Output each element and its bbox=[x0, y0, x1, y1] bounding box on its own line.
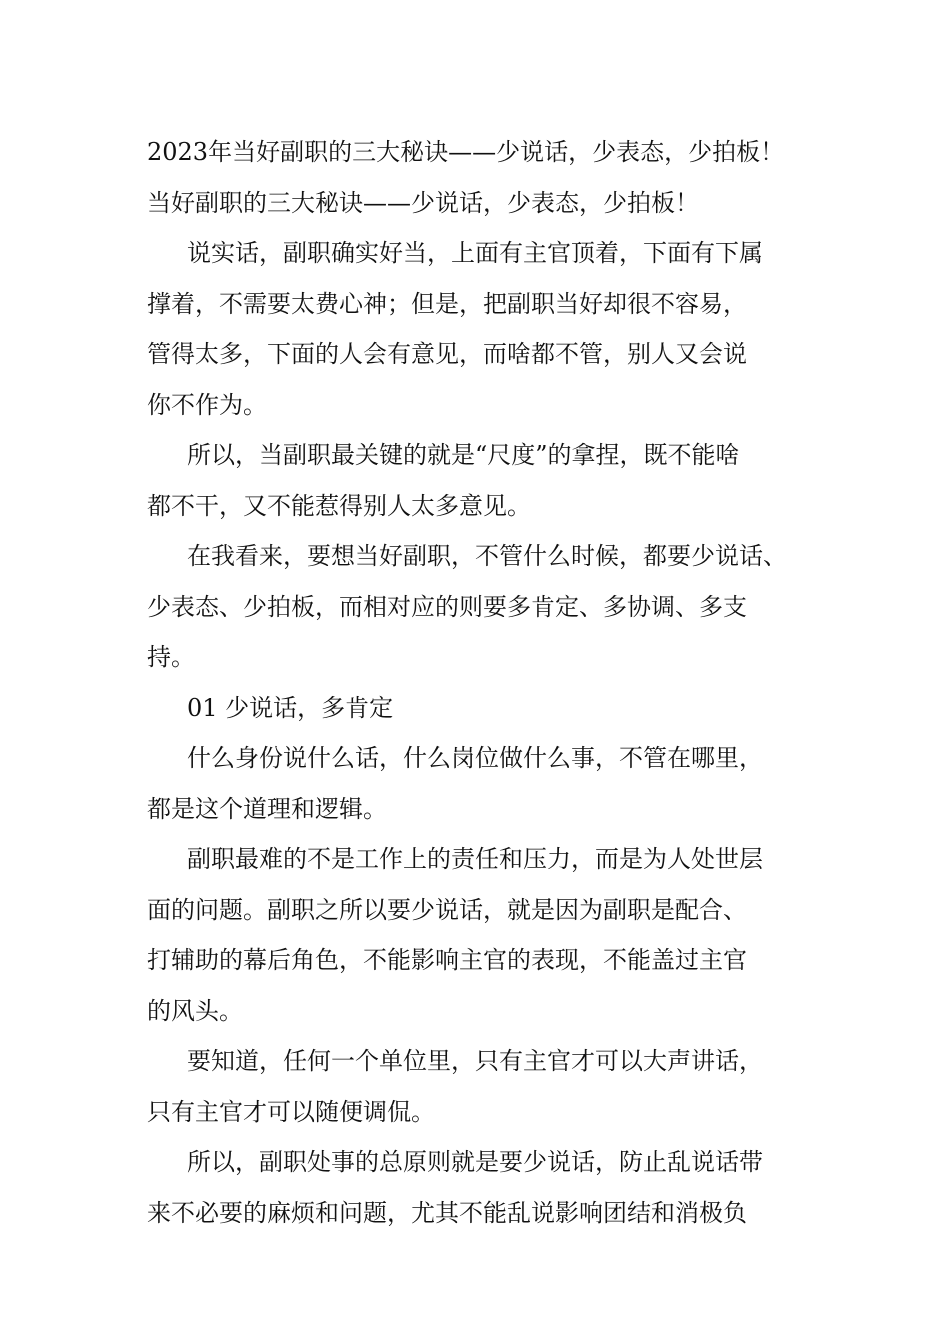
section-heading-line: 01 少说话，多肯定 bbox=[187, 693, 394, 722]
paragraph-line: 要知道，任何一个单位里，只有主官才可以大声讲话， bbox=[187, 1047, 763, 1075]
paragraph-line: 你不作为。 bbox=[147, 390, 267, 419]
paragraph-line: 面的问题。副职之所以要少说话，就是因为副职是配合、 bbox=[147, 895, 747, 924]
paragraph bbox=[147, 430, 832, 531]
paragraph bbox=[147, 834, 832, 1036]
paragraph-line: 什么身份说什么话，什么岗位做什么事，不管在哪里， bbox=[187, 744, 763, 772]
paragraph-line: 只有主官才可以随便调侃。 bbox=[147, 1097, 435, 1126]
paragraph-line: 来不必要的麻烦和问题，尤其不能乱说影响团结和消极负 bbox=[147, 1198, 747, 1227]
paragraph-line: 说实话，副职确实好当，上面有主官顶着，下面有下属 bbox=[187, 239, 763, 267]
paragraph bbox=[147, 228, 832, 430]
paragraph bbox=[147, 1036, 832, 1137]
paragraph-line: 在我看来，要想当好副职，不管什么时候，都要少说话、 bbox=[187, 542, 787, 570]
paragraph-line: 都是这个道理和逻辑。 bbox=[147, 794, 387, 823]
paragraph-line: 都不干，又不能惹得别人太多意见。 bbox=[147, 491, 531, 520]
paragraph bbox=[147, 531, 832, 683]
paragraph-line: 的风头。 bbox=[147, 996, 243, 1025]
paragraph-line: 所以，副职处事的总原则就是要少说话，防止乱说话带 bbox=[187, 1148, 763, 1176]
paragraph-line: 管得太多，下面的人会有意见，而啥都不管，别人又会说 bbox=[147, 340, 747, 368]
document-title: 2023年当好副职的三大秘诀——少说话，少表态，少拍板！ bbox=[147, 138, 785, 166]
paragraph-line: 持。 bbox=[147, 643, 195, 671]
paragraph-line: 副职最难的不是工作上的责任和压力，而是为人处世层 bbox=[187, 845, 763, 873]
paragraph bbox=[147, 1137, 832, 1238]
paragraph-line: 撑着，不需要太费心神；但是，把副职当好却很不容易， bbox=[147, 289, 747, 318]
paragraph-line: 打辅助的幕后角色，不能影响主官的表现，不能盖过主官 bbox=[147, 946, 747, 974]
document-page bbox=[147, 127, 832, 1238]
paragraph-line: 所以，当副职最关键的就是“尺度”的拿捏，既不能啥 bbox=[187, 441, 740, 469]
paragraph bbox=[147, 733, 832, 834]
section-heading bbox=[147, 683, 832, 734]
paragraph-line: 少表态、少拍板，而相对应的则要多肯定、多协调、多支 bbox=[147, 592, 747, 621]
document-subtitle: 当好副职的三大秘诀——少说话，少表态，少拍板！ bbox=[147, 188, 699, 217]
